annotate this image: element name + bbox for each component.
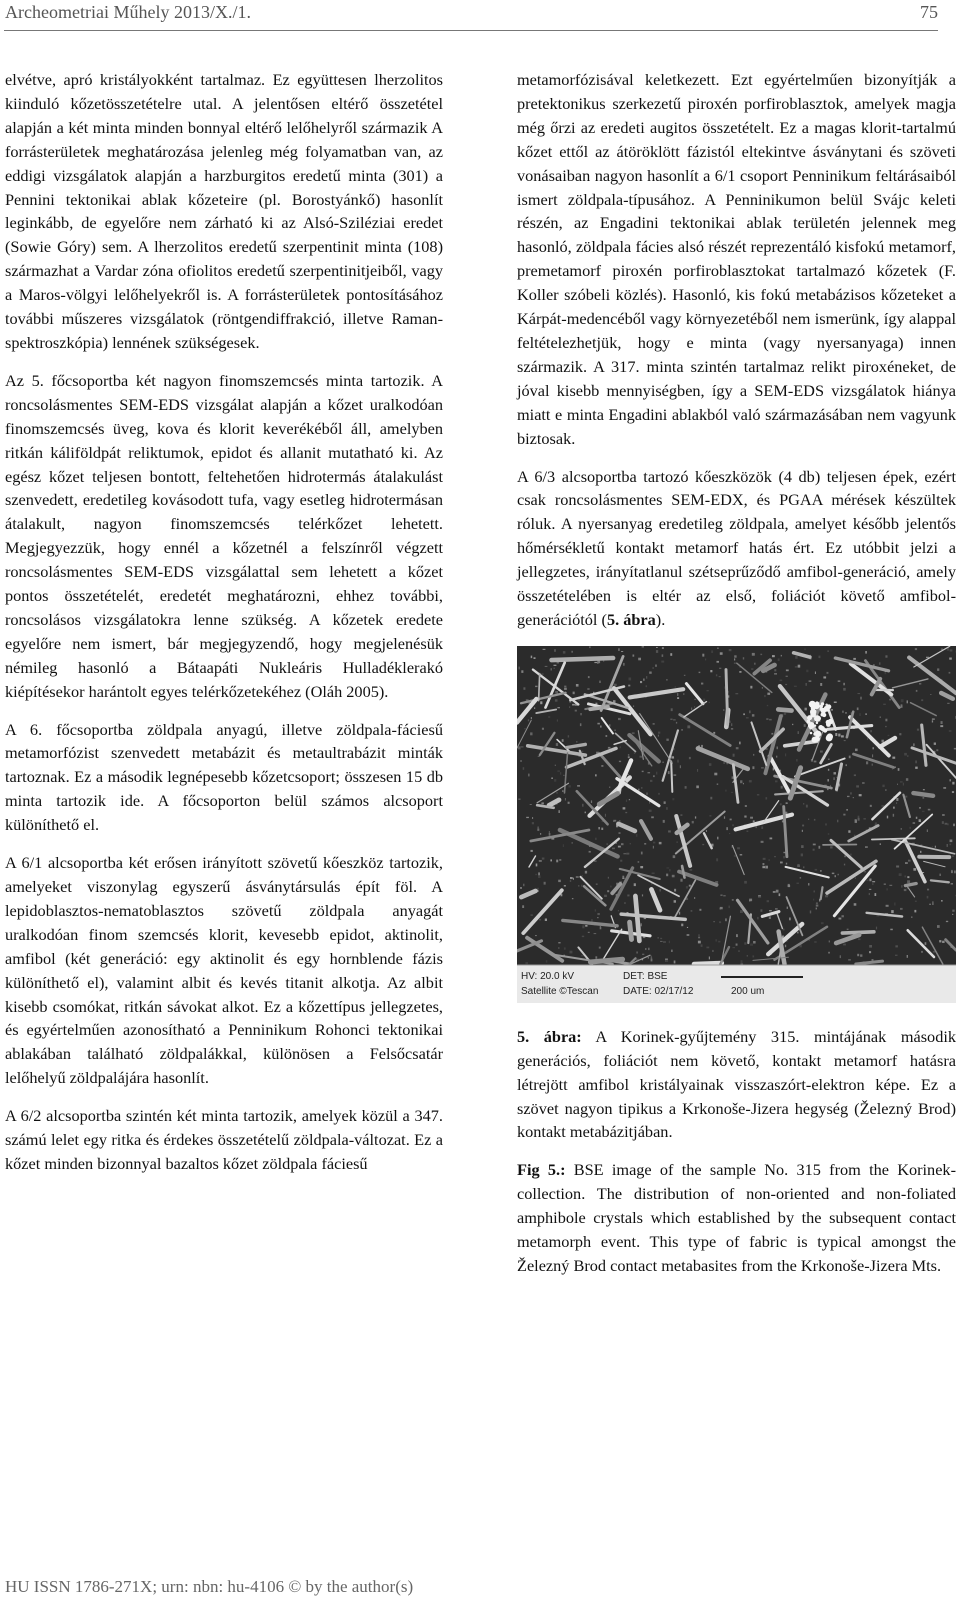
page-header	[0, 0, 960, 40]
paragraph-text: ).	[655, 609, 666, 629]
left-column	[5, 68, 443, 1190]
figure-caption-en	[517, 1158, 956, 1278]
paragraph-text: A 6/3 alcsoportba tartozó kőeszközök (4 db) teljesen épek, ezért csak roncsolásmentes SEM-EDX, és PGAA mérések készültek róluk. A nyersanyag eredetileg zöldpala, amelyet később jelentős hőmérsékletű kontakt metamorf hatás ért. Ez utóbbit jelzi a jellegzetes, irányítatlanul szétseprűződő amfibol-generáció, amely összetételében is eltér az első, foliációt követő amfibol-generációtól (	[517, 466, 956, 629]
right-column	[517, 68, 956, 1292]
journal-title: Archeometriai Műhely 2013/X./1.	[5, 2, 251, 22]
paragraph: Az 5. főcsoportba két nagyon finomszemcsés minta tartozik. A roncsolásmentes SEM-EDS vizsgálat alapján a kőzet uralkodóan finomszemcsés üveg, kova és klorit keverékéből áll, amelyben ritkán káliföldpát reliktumok, epidot és allanit mutatható ki. Az egész kőzet teljesen bontott, feltehetően hidrotermás átalakulást szenvedett, eredetileg kovásodott tufa, vagy esetleg hidrotermásan átalakult, nagyon finomszemcsés telérkőzet lehetett. Megjegyezzük, hogy ennél a kőzetnél a felszínről végzett roncsolásmentes SEM-EDS vizsgálattal sem lehetett a kőzet pontos összetételét, eredetét meghatározni, ehhez további, roncsolásos vizsgálatokra lenne szükség. A kőzetek eredete egyelőre nem ismert, bár megjegyzendő, hogy megjelenésük némileg hasonló a Bátaapáti Nukleáris Hulladéklerakó kiépítésekor harántolt egyes telérkőzetekéhez (Oláh 2005).	[5, 370, 443, 701]
caption-text: BSE image of the sample No. 315 from the Korinek-collection. The distribution of non-oriented and non-foliated amphibole crystals which established by the subsequent contact metamorph event. This type of fabric is typical amongst the Železný Brod contact metabasites from the Krkonoše-Jizera Mts.	[517, 1160, 956, 1275]
paragraph: A 6. főcsoportba zöldpala anyagú, illetve zöldpala-fáciesű metamorfózist szenvedett metabázit és metaultrabázit minták tartoznak. Ez a második legnépesebb kőzetcsoport; összesen 15 db minta tartozik ide. A főcsoporton belül számos alcsoport különíthető el.	[5, 719, 443, 835]
caption-text: A Korinek-gyűjtemény 315. mintájának második generációs, foliációt nem követő, kontakt metamorf hatásra létrejött amfibol kristályainak visszaszórt-elektron képe. Ez a szövet nagyon tipikus a Krkonoše-Jizera hegység (Železný Brod) kontakt metabázitjában.	[517, 1026, 957, 1142]
page-number: 75	[920, 2, 938, 22]
page-footer: HU ISSN 1786-271X; urn: nbn: hu-4106 © by the author(s)	[5, 1577, 414, 1596]
micrograph-image	[517, 646, 956, 1003]
header-rule	[4, 30, 938, 31]
scalebar-hv: HV: 20.0 kV	[521, 970, 574, 982]
paragraph	[517, 465, 956, 632]
caption-label: Fig 5.:	[517, 1160, 566, 1180]
scalebar-det: DET: BSE	[623, 970, 668, 982]
paragraph: A 6/1 alcsoportba két erősen irányított szövetű kőeszköz tartozik, amelyeket viszonylag egyszerű ásványtársulás épít föl. A lepidoblasztos-nematoblasztos szövetű zöldpala anyagát uralkodóan finom szemcsés klorit, kevesebb epidot, aktinolit, amfibol (két generáció: egy aktinolit és egy hornblende fázis különíthető el), valamint albit és kevés titanit alkotja. Az albit kisebb csomókat, ritkán sávokat alkot. Ez a kőzettípus jellegzetes, és egyértelműen azonosítható a Penninikum Rohonci tektonikai ablakában található zöldpalákkal, különösen a Felsőcsatár lelőhelyű zöldpalájára hasonlít.	[5, 853, 443, 1088]
scalebar-length: 200 um	[731, 985, 765, 997]
paragraph: elvétve, apró kristályokként tartalmaz. Ez együttesen lherzolitos kiinduló kőzetösszetételre utal. A jelentősen eltérő összetétel alapján a két minta minden bonnyal eltérő lelőhelyről származik A forrásterületek meghatározása jelenleg még folyamatban van, az eddigi vizsgálatok alapján a harzburgitos eredetű minta (301) a Pennini tektonikai ablak kőzeteire (pl. Borostyánkő) hasonlít leginkább, de egyelőre nem zárható ki az Alsó-Sziléziai eredet (Sowie Góry) sem. A lherzolitos eredetű szerpentinit minta (108) származhat a Vardar zóna ofiolitos eredetű szerpentinitjeiből, vagy a Maros-völgyi lelőhelyekről is. A forrásterületek pontosításához további műszeres vizsgálatok (röntgendiffrakció, illetve Raman-spektroszkópia) lennének szükségesek.	[5, 70, 443, 352]
scalebar-logo: Satellite ©Tescan	[521, 985, 599, 997]
paragraph: metamorfózisával keletkezett. Ezt egyértelműen bizonyítják a pretektonikus szerkezetű piroxén porfiroblasztok, amelyek magja még őrzi az eredeti augitos összetételt. Ez a magas klorit-tartalmú kőzet ettől az átöröklött fázistól eltekintve ásványtani és szöveti vonásaiban nagyon hasonlít a 6/1 csoport Penninikum feltárásaiból ismert zöldpala-típusához. A Penninikumon belül Svájc keleti részén, az Engadini tektonikai ablak területén jelennek meg hasonló, zöldpala fácies alsó részét reprezentáló kisfokú metamorf, premetamorf piroxén porfiroblasztokat tartalmazó kőzetek (F. Koller szóbeli közlés). Hasonló, kis fokú metabázisos kőzeteket a Kárpát-medencéből vagy környezetéből nem ismerünk, így alappal feltételezhetjük, hogy e minta (vagy nyersanyaga) innen származik. A 317. minta szintén tartalmaz relikt piroxéneket, de jóval kisebb mennyiségben, így a SEM-EDS vizsgálatok hiánya miatt e minta Engadini ablakból való származásában nem vagyunk biztosak.	[517, 70, 956, 448]
paragraph: A 6/2 alcsoportba szintén két minta tartozik, amelyek közül a 347. számú lelet egy ritka és érdekes összetételű zöldpala-változat. Ez a kőzet minden bizonnyal bazaltos kőzet zöldpala fáciesű	[5, 1106, 443, 1173]
figure-reference: 5. ábra	[606, 609, 656, 629]
scalebar-date: DATE: 02/17/12	[623, 985, 694, 997]
figure-caption-hu	[517, 1025, 956, 1145]
caption-label: 5. ábra:	[517, 1026, 582, 1046]
bse-micrograph	[517, 646, 956, 1003]
